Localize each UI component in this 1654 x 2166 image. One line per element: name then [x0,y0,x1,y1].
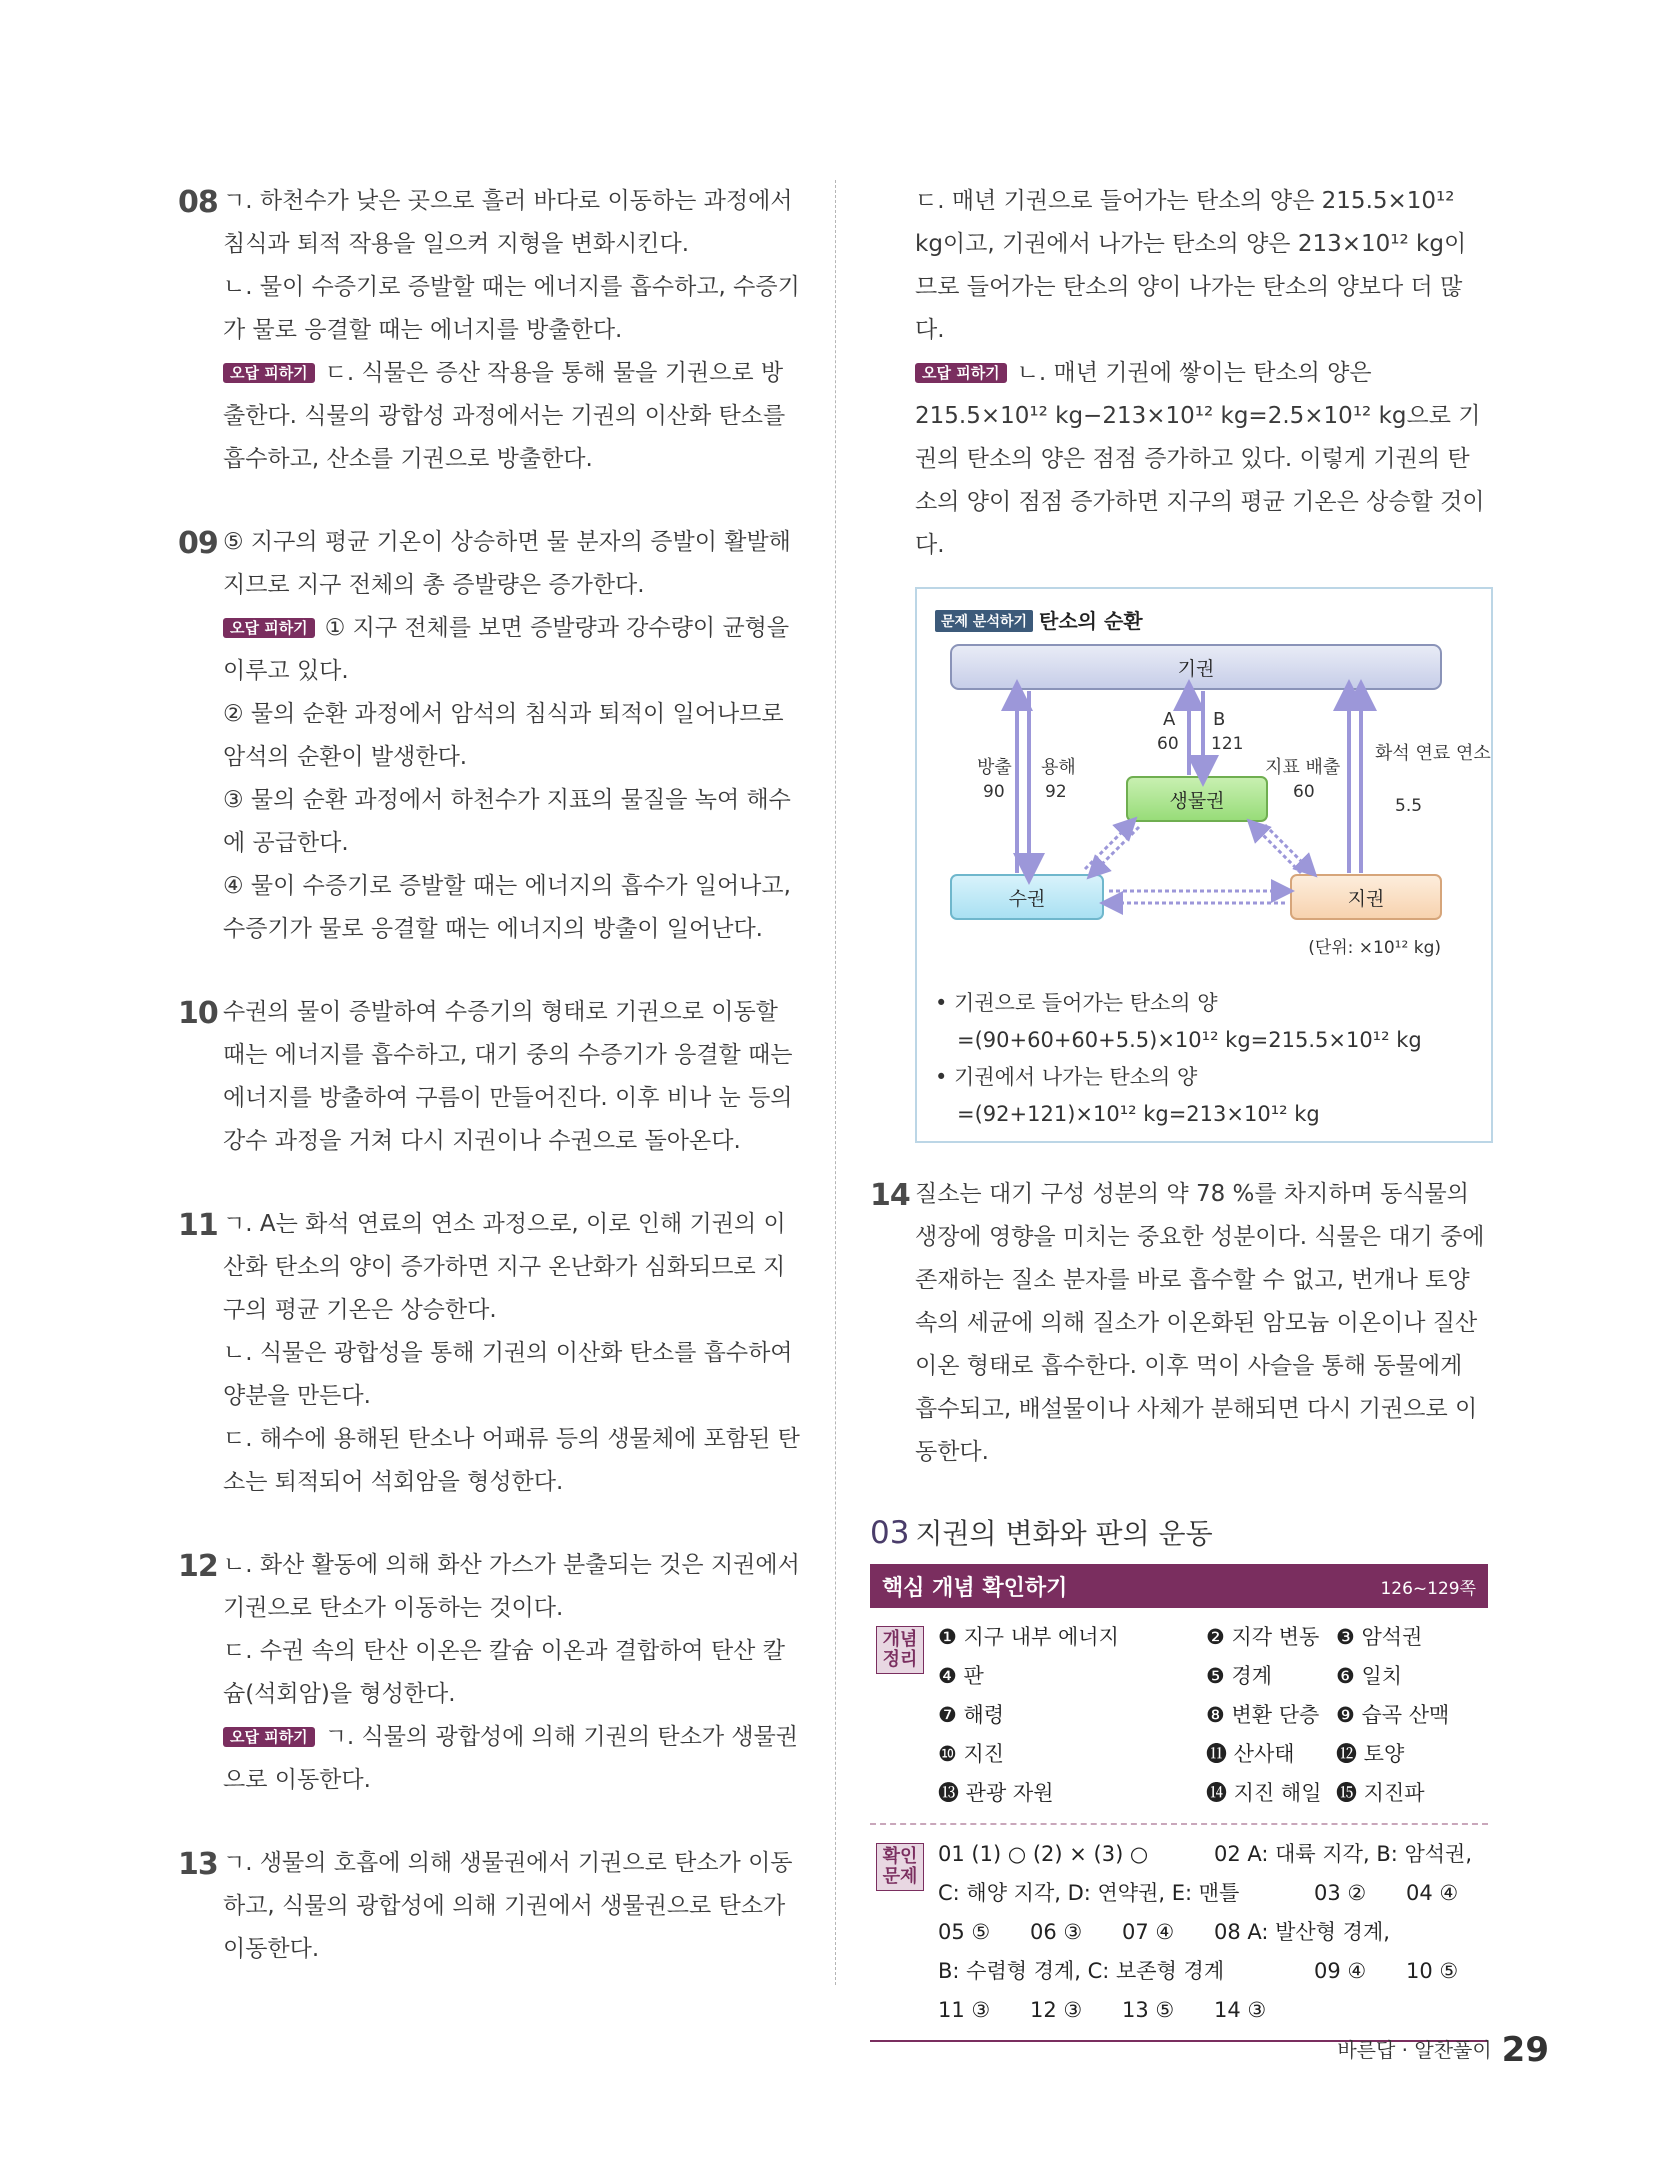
b-label: B [1213,709,1226,730]
answer-paragraph: ㄷ. 해수에 용해된 탄소나 어패류 등의 생물체에 포함된 탄소는 퇴적되어 석회암을 형성한다. [223,1426,800,1495]
answer-paragraph: ㄴ. 물이 수증기로 증발할 때는 에너지를 흡수하고, 수증기가 물로 응결할 때는 에너지를 방출한다. [223,274,800,343]
wrong-answer-tag: 오답 피하기 [223,618,315,638]
answer-paragraph: ⑤ 지구의 평균 기온이 상승하면 물 분자의 증발이 활발해지므로 지구 전체의 총 증발량은 증가한다. [223,529,791,598]
fossil-label: 화석 연료 연소 [1375,743,1491,764]
bullet-outflow-equation: =(92+121)×10¹² kg=213×10¹² kg [957,1102,1320,1126]
concept-item: ❽ 변환 단층 [1206,1703,1320,1727]
check-problem-row [870,1823,1488,2040]
concept-item: ❹ 판 [938,1664,984,1688]
surface-emission-label: 지표 배출 [1265,757,1341,778]
a-value: 60 [1157,734,1179,754]
concept-item: ⓯ 지진파 [1336,1781,1425,1805]
concept-item: ❻ 일치 [1336,1664,1403,1688]
answer-paragraph: ㄱ. A는 화석 연료의 연소 과정으로, 이로 인해 기권의 이산화 탄소의 양이 증가하면 지구 온난화가 심화되므로 지구의 평균 기온은 상승한다. [223,1211,786,1323]
page-footer [1337,2030,1549,2070]
answer-line: 01 (1) ○ (2) × (3) ○ 02 A: 대륙 지각, B: 암석권, [938,1842,1473,1866]
dissolve-value: 92 [1045,782,1067,802]
question-13 [178,1842,803,1971]
answer-paragraph: 수권의 물이 증발하여 수증기의 형태로 기권으로 이동할 때는 에너지를 흡수하고, 대기 중의 수증기가 응결할 때는 에너지를 방출하여 구름이 만들어진다. 이후 비나 눈 등의 강수 과정을 거쳐 다시 지권이나 수권으로 돌아온다. [223,999,793,1154]
fossil-value: 5.5 [1395,796,1423,816]
check-problem-label: 확인 문제 [876,1843,924,2030]
analysis-label: 문제 분석하기 [935,610,1033,632]
question-09 [178,521,803,951]
answer-paragraph: ③ 물의 순환 과정에서 하천수가 지표의 물질을 녹여 해수에 공급한다. [223,787,791,856]
concept-item: ❶ 지구 내부 에너지 [938,1625,1119,1649]
bullet-outflow: • 기권에서 나가는 탄소의 양 [935,1065,1198,1089]
answer-paragraph: ㄷ. 수권 속의 탄산 이온은 칼슘 이온과 결합하여 탄산 칼슘(석회암)을 형성한다. [223,1638,785,1707]
a-label: A [1163,709,1176,730]
concept-item: ⓬ 토양 [1336,1742,1405,1766]
concept-item: ❾ 습곡 산맥 [1336,1703,1450,1727]
question-number: 10 [178,996,218,1031]
concept-item: ❺ 경계 [1206,1664,1273,1688]
section-title: 지권의 변화와 판의 운동 [915,1517,1213,1550]
concept-summary-row [870,1608,1488,1823]
answer-paragraph: 오답 피하기 ㄷ. 식물은 증산 작용을 통해 물을 기권으로 방출한다. 식물의 광합성 과정에서는 기권의 이산화 탄소를 흡수하고, 산소를 기권으로 방출한다. [223,360,786,472]
question-number: 08 [178,185,218,220]
answer-paragraph: ㄱ. 생물의 호흡에 의해 생물권에서 기권으로 탄소가 이동하고, 식물의 광합성에 의해 기권에서 생물권으로 탄소가 이동한다. [223,1850,793,1962]
answer-paragraph: 오답 피하기 ① 지구 전체를 보면 증발량과 강수량이 균형을 이루고 있다. [223,615,790,684]
analysis-title: 문제 분석하기 탄소의 순환 [935,605,1143,634]
concept-check-box [870,1564,1488,2042]
answer-paragraph: ④ 물이 수증기로 증발할 때는 에너지의 흡수가 일어나고, 수증기가 물로 응결할 때는 에너지의 방출이 일어난다. [223,873,791,942]
answer-paragraph: ㄴ. 식물은 광합성을 통해 기권의 이산화 탄소를 흡수하여 양분을 만든다. [223,1340,793,1409]
bullet-inflow: • 기권으로 들어가는 탄소의 양 [935,991,1218,1015]
section-heading [870,1512,1488,1552]
wrong-answer-tag: 오답 피하기 [223,363,315,383]
question-14 [870,1173,1488,1474]
carbon-cycle-diagram [917,629,1491,989]
section-number: 03 [870,1515,910,1551]
analysis-box [915,587,1493,1143]
atmosphere-label: 기권 [1177,658,1215,680]
bullet-inflow-equation: =(90+60+60+5.5)×10¹² kg=215.5×10¹² kg [957,1028,1422,1052]
question-11 [178,1203,803,1504]
b-value: 121 [1211,734,1244,754]
concept-pages: 126~129쪽 [1380,1578,1476,1599]
answer-paragraph: ㄷ. 매년 기권으로 들어가는 탄소의 양은 215.5×10¹² kg이고, 기권에서 나가는 탄소의 양은 213×10¹² kg이므로 들어가는 탄소의 양이 나가는 탄소의 양보다 더 많다. [915,188,1467,343]
answer-line: C: 해양 지각, D: 연약권, E: 맨틀 03 ② 04 ④ [938,1881,1459,1905]
bio-hydro-arrow [1095,827,1139,871]
answer-line: 11 ③ 12 ③ 13 ⑤ 14 ③ [938,1998,1267,2022]
answer-paragraph: 오답 피하기 ㄱ. 식물의 광합성에 의해 기권의 탄소가 생물권으로 이동한다. [223,1724,799,1793]
question-number: 14 [870,1178,910,1213]
geo-bio-arrow [1255,827,1301,873]
answer-paragraph: 오답 피하기 ㄴ. 매년 기권에 쌓이는 탄소의 양은 215.5×10¹² kg−213×10¹² kg=2.5×10¹² kg으로 기권의 탄소의 양은 점점 증가하고 있다. 이렇게 기권의 탄소의 양이 점점 증가하면 지구의 평균 기온은 상승할 것이다. [915,360,1485,558]
concept-item: ❼ 해령 [938,1703,1005,1727]
question-number: 09 [178,526,218,561]
bio-geo-arrow [1265,825,1309,869]
concept-item: ❸ 암석권 [1336,1625,1423,1649]
answer-key [938,1835,1472,2030]
concept-item: ❿ 지진 [938,1742,1005,1766]
answer-paragraph: 질소는 대기 구성 성분의 약 78 %를 차지하며 동식물의 생장에 영향을 미치는 중요한 성분이다. 식물은 대기 중에 존재하는 질소 분자를 바로 흡수할 수 없고, 번개나 토양 속의 세균에 의해 질소가 이온화된 암모늄 이온이나 질산 이온 형태로 흡수한다. 이후 먹이 사슬을 통해 동물에게 흡수되고, 배설물이나 사체가 분해되면 다시 기권으로 이동한다. [915,1181,1485,1465]
answer-paragraph: ㄱ. 하천수가 낮은 곳으로 흘러 바다로 이동하는 과정에서 침식과 퇴적 작용을 일으켜 지형을 변화시킨다. [223,188,793,257]
answer-line: B: 수렴형 경계, C: 보존형 경계 09 ④ 10 ⑤ [938,1959,1459,1983]
wrong-answer-tag: 오답 피하기 [223,1727,315,1747]
geosphere-label: 지권 [1347,888,1385,910]
question-number: 13 [178,1847,218,1882]
concept-item: ⓫ 산사태 [1206,1742,1295,1766]
question-number: 11 [178,1208,218,1243]
question-10 [178,991,803,1163]
page-number: 29 [1501,2030,1549,2070]
release-label: 방출 [977,757,1012,778]
answer-paragraph: ㄴ. 화산 활동에 의해 화산 가스가 분출되는 것은 지권에서 기권으로 탄소가 이동하는 것이다. [223,1552,800,1621]
question-08 [178,180,803,481]
left-column [178,180,803,1971]
answer-line: 05 ⑤ 06 ③ 07 ④ 08 A: 발산형 경계, [938,1920,1390,1944]
wrong-answer-tag: 오답 피하기 [915,363,1007,383]
footer-text: 바른답 · 알찬풀이 [1337,2038,1492,2062]
concept-items [938,1618,1466,1813]
biosphere-label: 생물권 [1169,790,1225,812]
concept-summary-label: 개념 정리 [876,1626,924,1813]
dissolve-label: 용해 [1041,757,1076,778]
question-13-continued [870,180,1488,567]
concept-item: ⓭ 관광 자원 [938,1781,1054,1805]
concept-header: 핵심 개념 확인하기 126~129쪽 [870,1564,1488,1608]
answer-paragraph: ② 물의 순환 과정에서 암석의 침식과 퇴적이 일어나므로 암석의 순환이 발생한다. [223,701,784,770]
hydro-bio-arrow [1085,825,1129,869]
question-number: 12 [178,1549,218,1584]
concept-item: ⓮ 지진 해일 [1206,1781,1322,1805]
surface-emission-value: 60 [1293,782,1315,802]
column-divider [835,180,836,1985]
unit-label: (단위: ×10¹² kg) [1308,938,1441,958]
concept-item: ❷ 지각 변동 [1206,1625,1320,1649]
hydrosphere-label: 수권 [1008,888,1046,910]
release-value: 90 [983,782,1005,802]
analysis-bullets [935,985,1422,1133]
question-12 [178,1544,803,1802]
right-column [870,180,1491,2042]
